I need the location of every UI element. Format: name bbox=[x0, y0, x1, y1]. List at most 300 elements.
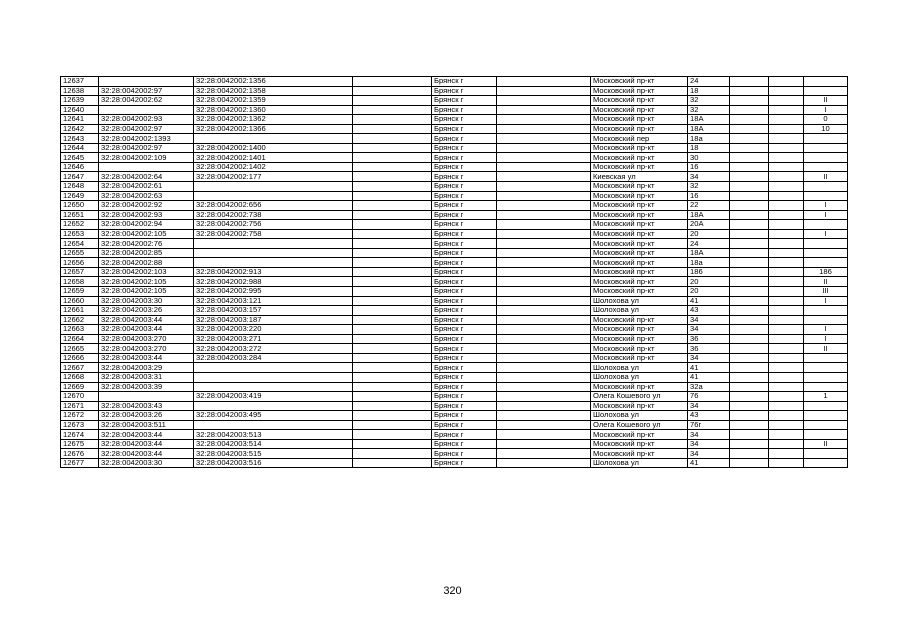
house-number-cell: 43 bbox=[688, 411, 730, 421]
parcel-cadastral-number-cell: 32:28:0042002:76 bbox=[99, 239, 194, 249]
table-row bbox=[61, 258, 848, 268]
parcel-cadastral-number-cell: 32:28:0042003:44 bbox=[99, 439, 194, 449]
premises-number-cell: I bbox=[804, 229, 848, 239]
record-number-cell: 12666 bbox=[61, 353, 99, 363]
table-row bbox=[61, 220, 848, 230]
record-number-cell: 12645 bbox=[61, 153, 99, 163]
premises-number-cell bbox=[804, 382, 848, 392]
empty-cell bbox=[353, 115, 432, 125]
empty-cell bbox=[497, 353, 591, 363]
premises-number-cell bbox=[804, 372, 848, 382]
house-number-cell: 32 bbox=[688, 182, 730, 192]
city-cell: Брянск г bbox=[432, 420, 497, 430]
premises-number-cell bbox=[804, 153, 848, 163]
empty-cell bbox=[730, 201, 769, 211]
empty-cell bbox=[769, 372, 804, 382]
street-cell: Московский пр-кт bbox=[591, 201, 688, 211]
object-cadastral-number-cell bbox=[194, 372, 353, 382]
register-table bbox=[60, 76, 848, 468]
table-row bbox=[61, 201, 848, 211]
premises-number-cell bbox=[804, 239, 848, 249]
empty-cell bbox=[730, 162, 769, 172]
parcel-cadastral-number-cell: 32:28:0042003:44 bbox=[99, 353, 194, 363]
city-cell: Брянск г bbox=[432, 392, 497, 402]
premises-number-cell bbox=[804, 162, 848, 172]
house-number-cell: 18а bbox=[688, 134, 730, 144]
parcel-cadastral-number-cell: 32:28:0042002:62 bbox=[99, 96, 194, 106]
empty-cell bbox=[353, 267, 432, 277]
city-cell: Брянск г bbox=[432, 325, 497, 335]
empty-cell bbox=[353, 134, 432, 144]
record-number-cell: 12652 bbox=[61, 220, 99, 230]
empty-cell bbox=[769, 353, 804, 363]
empty-cell bbox=[730, 401, 769, 411]
empty-cell bbox=[353, 382, 432, 392]
empty-cell bbox=[497, 449, 591, 459]
record-number-cell: 12654 bbox=[61, 239, 99, 249]
house-number-cell: 76г bbox=[688, 420, 730, 430]
street-cell: Московский пр-кт bbox=[591, 115, 688, 125]
empty-cell bbox=[769, 86, 804, 96]
city-cell: Брянск г bbox=[432, 239, 497, 249]
city-cell: Брянск г bbox=[432, 372, 497, 382]
table-row bbox=[61, 105, 848, 115]
object-cadastral-number-cell: 32:28:0042003:220 bbox=[194, 325, 353, 335]
city-cell: Брянск г bbox=[432, 267, 497, 277]
empty-cell bbox=[497, 239, 591, 249]
street-cell: Олега Кошевого ул bbox=[591, 420, 688, 430]
house-number-cell: 34 bbox=[688, 439, 730, 449]
page-number: 320 bbox=[443, 585, 462, 597]
house-number-cell: 34 bbox=[688, 401, 730, 411]
empty-cell bbox=[730, 105, 769, 115]
empty-cell bbox=[769, 191, 804, 201]
empty-cell bbox=[497, 363, 591, 373]
table-row bbox=[61, 306, 848, 316]
parcel-cadastral-number-cell: 32:28:0042002:105 bbox=[99, 277, 194, 287]
parcel-cadastral-number-cell: 32:28:0042003:39 bbox=[99, 382, 194, 392]
empty-cell bbox=[353, 220, 432, 230]
table-row bbox=[61, 325, 848, 335]
object-cadastral-number-cell: 32:28:0042002:1359 bbox=[194, 96, 353, 106]
record-number-cell: 12656 bbox=[61, 258, 99, 268]
premises-number-cell: I bbox=[804, 334, 848, 344]
empty-cell bbox=[353, 162, 432, 172]
empty-cell bbox=[769, 258, 804, 268]
object-cadastral-number-cell: 32:28:0042002:1366 bbox=[194, 124, 353, 134]
parcel-cadastral-number-cell: 32:28:0042002:94 bbox=[99, 220, 194, 230]
empty-cell bbox=[497, 296, 591, 306]
empty-cell bbox=[353, 334, 432, 344]
empty-cell bbox=[730, 306, 769, 316]
empty-cell bbox=[730, 191, 769, 201]
house-number-cell: 18А bbox=[688, 248, 730, 258]
empty-cell bbox=[769, 182, 804, 192]
empty-cell bbox=[497, 182, 591, 192]
city-cell: Брянск г bbox=[432, 277, 497, 287]
premises-number-cell bbox=[804, 420, 848, 430]
city-cell: Брянск г bbox=[432, 315, 497, 325]
city-cell: Брянск г bbox=[432, 430, 497, 440]
city-cell: Брянск г bbox=[432, 353, 497, 363]
record-number-cell: 12647 bbox=[61, 172, 99, 182]
street-cell: Московский пр-кт bbox=[591, 182, 688, 192]
street-cell: Шолохова ул bbox=[591, 306, 688, 316]
object-cadastral-number-cell bbox=[194, 182, 353, 192]
table-row bbox=[61, 210, 848, 220]
table-row bbox=[61, 411, 848, 421]
empty-cell bbox=[769, 220, 804, 230]
premises-number-cell bbox=[804, 363, 848, 373]
empty-cell bbox=[730, 420, 769, 430]
object-cadastral-number-cell: 32:28:0042003:284 bbox=[194, 353, 353, 363]
empty-cell bbox=[769, 124, 804, 134]
street-cell: Московский пр-кт bbox=[591, 143, 688, 153]
parcel-cadastral-number-cell: 32:28:0042002:103 bbox=[99, 267, 194, 277]
table-row bbox=[61, 96, 848, 106]
street-cell: Московский пр-кт bbox=[591, 105, 688, 115]
object-cadastral-number-cell: 32:28:0042002:988 bbox=[194, 277, 353, 287]
city-cell: Брянск г bbox=[432, 162, 497, 172]
city-cell: Брянск г bbox=[432, 363, 497, 373]
empty-cell bbox=[730, 296, 769, 306]
record-number-cell: 12670 bbox=[61, 392, 99, 402]
empty-cell bbox=[353, 124, 432, 134]
empty-cell bbox=[730, 372, 769, 382]
premises-number-cell: I bbox=[804, 210, 848, 220]
empty-cell bbox=[730, 220, 769, 230]
premises-number-cell: 186 bbox=[804, 267, 848, 277]
house-number-cell: 34 bbox=[688, 353, 730, 363]
record-number-cell: 12640 bbox=[61, 105, 99, 115]
empty-cell bbox=[353, 248, 432, 258]
parcel-cadastral-number-cell bbox=[99, 392, 194, 402]
empty-cell bbox=[497, 143, 591, 153]
house-number-cell: 36 bbox=[688, 344, 730, 354]
empty-cell bbox=[497, 382, 591, 392]
object-cadastral-number-cell: 32:28:0042002:1360 bbox=[194, 105, 353, 115]
city-cell: Брянск г bbox=[432, 105, 497, 115]
record-number-cell: 12653 bbox=[61, 229, 99, 239]
premises-number-cell: II bbox=[804, 96, 848, 106]
record-number-cell: 12657 bbox=[61, 267, 99, 277]
record-number-cell: 12637 bbox=[61, 77, 99, 87]
empty-cell bbox=[497, 96, 591, 106]
record-number-cell: 12662 bbox=[61, 315, 99, 325]
premises-number-cell bbox=[804, 306, 848, 316]
record-number-cell: 12641 bbox=[61, 115, 99, 125]
street-cell: Московский пр-кт bbox=[591, 191, 688, 201]
empty-cell bbox=[730, 267, 769, 277]
city-cell: Брянск г bbox=[432, 210, 497, 220]
empty-cell bbox=[497, 153, 591, 163]
premises-number-cell bbox=[804, 401, 848, 411]
record-number-cell: 12655 bbox=[61, 248, 99, 258]
record-number-cell: 12673 bbox=[61, 420, 99, 430]
empty-cell bbox=[730, 86, 769, 96]
empty-cell bbox=[353, 353, 432, 363]
empty-cell bbox=[497, 201, 591, 211]
city-cell: Брянск г bbox=[432, 220, 497, 230]
object-cadastral-number-cell: 32:28:0042002:758 bbox=[194, 229, 353, 239]
parcel-cadastral-number-cell: 32:28:0042002:97 bbox=[99, 124, 194, 134]
table-row bbox=[61, 439, 848, 449]
empty-cell bbox=[497, 229, 591, 239]
city-cell: Брянск г bbox=[432, 134, 497, 144]
object-cadastral-number-cell: 32:28:0042002:1362 bbox=[194, 115, 353, 125]
table-row bbox=[61, 344, 848, 354]
empty-cell bbox=[497, 267, 591, 277]
empty-cell bbox=[730, 258, 769, 268]
house-number-cell: 41 bbox=[688, 296, 730, 306]
premises-number-cell bbox=[804, 220, 848, 230]
parcel-cadastral-number-cell: 32:28:0042003:29 bbox=[99, 363, 194, 373]
city-cell: Брянск г bbox=[432, 229, 497, 239]
empty-cell bbox=[497, 162, 591, 172]
empty-cell bbox=[497, 115, 591, 125]
empty-cell bbox=[353, 77, 432, 87]
empty-cell bbox=[353, 306, 432, 316]
empty-cell bbox=[769, 306, 804, 316]
house-number-cell: 24 bbox=[688, 239, 730, 249]
street-cell: Московский пр-кт bbox=[591, 334, 688, 344]
empty-cell bbox=[497, 287, 591, 297]
parcel-cadastral-number-cell bbox=[99, 162, 194, 172]
street-cell: Шолохова ул bbox=[591, 372, 688, 382]
street-cell: Шолохова ул bbox=[591, 411, 688, 421]
parcel-cadastral-number-cell: 32:28:0042003:270 bbox=[99, 334, 194, 344]
premises-number-cell bbox=[804, 411, 848, 421]
premises-number-cell bbox=[804, 353, 848, 363]
empty-cell bbox=[769, 201, 804, 211]
city-cell: Брянск г bbox=[432, 344, 497, 354]
premises-number-cell: I bbox=[804, 296, 848, 306]
empty-cell bbox=[769, 248, 804, 258]
street-cell: Московский пр-кт bbox=[591, 124, 688, 134]
empty-cell bbox=[497, 86, 591, 96]
street-cell: Шолохова ул bbox=[591, 458, 688, 468]
empty-cell bbox=[497, 439, 591, 449]
empty-cell bbox=[497, 124, 591, 134]
premises-number-cell: III bbox=[804, 287, 848, 297]
city-cell: Брянск г bbox=[432, 458, 497, 468]
parcel-cadastral-number-cell: 32:28:0042003:44 bbox=[99, 315, 194, 325]
empty-cell bbox=[769, 458, 804, 468]
record-number-cell: 12642 bbox=[61, 124, 99, 134]
empty-cell bbox=[730, 344, 769, 354]
empty-cell bbox=[769, 239, 804, 249]
empty-cell bbox=[497, 191, 591, 201]
empty-cell bbox=[730, 182, 769, 192]
empty-cell bbox=[730, 430, 769, 440]
empty-cell bbox=[730, 134, 769, 144]
city-cell: Брянск г bbox=[432, 96, 497, 106]
premises-number-cell: II bbox=[804, 277, 848, 287]
parcel-cadastral-number-cell: 32:28:0042002:93 bbox=[99, 115, 194, 125]
empty-cell bbox=[730, 458, 769, 468]
house-number-cell: 36 bbox=[688, 334, 730, 344]
table-row bbox=[61, 153, 848, 163]
house-number-cell: 20 bbox=[688, 277, 730, 287]
record-number-cell: 12661 bbox=[61, 306, 99, 316]
parcel-cadastral-number-cell: 32:28:0042003:43 bbox=[99, 401, 194, 411]
house-number-cell: 34 bbox=[688, 449, 730, 459]
object-cadastral-number-cell: 32:28:0042002:177 bbox=[194, 172, 353, 182]
empty-cell bbox=[353, 372, 432, 382]
premises-number-cell bbox=[804, 430, 848, 440]
empty-cell bbox=[730, 248, 769, 258]
empty-cell bbox=[497, 334, 591, 344]
street-cell: Олега Кошевого ул bbox=[591, 392, 688, 402]
house-number-cell: 30 bbox=[688, 153, 730, 163]
parcel-cadastral-number-cell: 32:28:0042002:93 bbox=[99, 210, 194, 220]
parcel-cadastral-number-cell: 32:28:0042003:270 bbox=[99, 344, 194, 354]
record-number-cell: 12651 bbox=[61, 210, 99, 220]
street-cell: Московский пр-кт bbox=[591, 277, 688, 287]
empty-cell bbox=[730, 315, 769, 325]
table-row bbox=[61, 182, 848, 192]
record-number-cell: 12672 bbox=[61, 411, 99, 421]
empty-cell bbox=[769, 277, 804, 287]
record-number-cell: 12646 bbox=[61, 162, 99, 172]
table-row bbox=[61, 229, 848, 239]
empty-cell bbox=[730, 382, 769, 392]
object-cadastral-number-cell: 32:28:0042002:913 bbox=[194, 267, 353, 277]
premises-number-cell: I bbox=[804, 325, 848, 335]
premises-number-cell: II bbox=[804, 439, 848, 449]
street-cell: Шолохова ул bbox=[591, 363, 688, 373]
table-row bbox=[61, 277, 848, 287]
empty-cell bbox=[769, 363, 804, 373]
empty-cell bbox=[497, 248, 591, 258]
record-number-cell: 12669 bbox=[61, 382, 99, 392]
table-row bbox=[61, 334, 848, 344]
table-row bbox=[61, 172, 848, 182]
empty-cell bbox=[353, 258, 432, 268]
empty-cell bbox=[769, 382, 804, 392]
house-number-cell: 24 bbox=[688, 77, 730, 87]
house-number-cell: 20 bbox=[688, 287, 730, 297]
object-cadastral-number-cell bbox=[194, 191, 353, 201]
object-cadastral-number-cell: 32:28:0042003:513 bbox=[194, 430, 353, 440]
table-row bbox=[61, 287, 848, 297]
premises-number-cell: II bbox=[804, 172, 848, 182]
city-cell: Брянск г bbox=[432, 382, 497, 392]
object-cadastral-number-cell: 32:28:0042003:516 bbox=[194, 458, 353, 468]
empty-cell bbox=[497, 134, 591, 144]
empty-cell bbox=[730, 229, 769, 239]
premises-number-cell: I bbox=[804, 201, 848, 211]
city-cell: Брянск г bbox=[432, 201, 497, 211]
premises-number-cell bbox=[804, 134, 848, 144]
city-cell: Брянск г bbox=[432, 115, 497, 125]
object-cadastral-number-cell: 32:28:0042003:272 bbox=[194, 344, 353, 354]
premises-number-cell bbox=[804, 315, 848, 325]
register-table-body bbox=[61, 77, 848, 468]
object-cadastral-number-cell bbox=[194, 420, 353, 430]
house-number-cell: 18А bbox=[688, 124, 730, 134]
object-cadastral-number-cell: 32:28:0042002:995 bbox=[194, 287, 353, 297]
house-number-cell: 16 bbox=[688, 162, 730, 172]
object-cadastral-number-cell: 32:28:0042002:656 bbox=[194, 201, 353, 211]
empty-cell bbox=[497, 401, 591, 411]
empty-cell bbox=[353, 420, 432, 430]
empty-cell bbox=[353, 86, 432, 96]
empty-cell bbox=[769, 325, 804, 335]
record-number-cell: 12660 bbox=[61, 296, 99, 306]
empty-cell bbox=[353, 392, 432, 402]
object-cadastral-number-cell: 32:28:0042002:756 bbox=[194, 220, 353, 230]
empty-cell bbox=[730, 172, 769, 182]
city-cell: Брянск г bbox=[432, 143, 497, 153]
empty-cell bbox=[497, 325, 591, 335]
empty-cell bbox=[497, 392, 591, 402]
empty-cell bbox=[769, 334, 804, 344]
table-row bbox=[61, 124, 848, 134]
empty-cell bbox=[730, 392, 769, 402]
city-cell: Брянск г bbox=[432, 77, 497, 87]
house-number-cell: 18 bbox=[688, 143, 730, 153]
record-number-cell: 12649 bbox=[61, 191, 99, 201]
city-cell: Брянск г bbox=[432, 411, 497, 421]
empty-cell bbox=[769, 439, 804, 449]
object-cadastral-number-cell: 32:28:0042003:187 bbox=[194, 315, 353, 325]
empty-cell bbox=[353, 315, 432, 325]
city-cell: Брянск г bbox=[432, 287, 497, 297]
empty-cell bbox=[353, 96, 432, 106]
table-row bbox=[61, 77, 848, 87]
empty-cell bbox=[497, 210, 591, 220]
object-cadastral-number-cell: 32:28:0042003:514 bbox=[194, 439, 353, 449]
parcel-cadastral-number-cell: 32:28:0042002:61 bbox=[99, 182, 194, 192]
empty-cell bbox=[353, 401, 432, 411]
house-number-cell: 186 bbox=[688, 267, 730, 277]
parcel-cadastral-number-cell: 32:28:0042003:31 bbox=[99, 372, 194, 382]
city-cell: Брянск г bbox=[432, 334, 497, 344]
table-row bbox=[61, 134, 848, 144]
city-cell: Брянск г bbox=[432, 449, 497, 459]
empty-cell bbox=[769, 143, 804, 153]
house-number-cell: 41 bbox=[688, 372, 730, 382]
table-row bbox=[61, 382, 848, 392]
parcel-cadastral-number-cell: 32:28:0042002:97 bbox=[99, 143, 194, 153]
premises-number-cell bbox=[804, 191, 848, 201]
empty-cell bbox=[497, 77, 591, 87]
empty-cell bbox=[353, 201, 432, 211]
empty-cell bbox=[769, 267, 804, 277]
house-number-cell: 18А bbox=[688, 210, 730, 220]
premises-number-cell bbox=[804, 258, 848, 268]
premises-number-cell bbox=[804, 248, 848, 258]
empty-cell bbox=[769, 105, 804, 115]
street-cell: Московский пр-кт bbox=[591, 239, 688, 249]
object-cadastral-number-cell: 32:28:0042002:1356 bbox=[194, 77, 353, 87]
street-cell: Московский пр-кт bbox=[591, 96, 688, 106]
premises-number-cell bbox=[804, 458, 848, 468]
table-row bbox=[61, 239, 848, 249]
empty-cell bbox=[730, 334, 769, 344]
street-cell: Московский пр-кт bbox=[591, 162, 688, 172]
city-cell: Брянск г bbox=[432, 296, 497, 306]
street-cell: Московский пр-кт bbox=[591, 449, 688, 459]
house-number-cell: 34 bbox=[688, 172, 730, 182]
empty-cell bbox=[769, 96, 804, 106]
street-cell: Московский пр-кт bbox=[591, 248, 688, 258]
empty-cell bbox=[497, 372, 591, 382]
empty-cell bbox=[730, 124, 769, 134]
table-row bbox=[61, 430, 848, 440]
street-cell: Московский пр-кт bbox=[591, 258, 688, 268]
